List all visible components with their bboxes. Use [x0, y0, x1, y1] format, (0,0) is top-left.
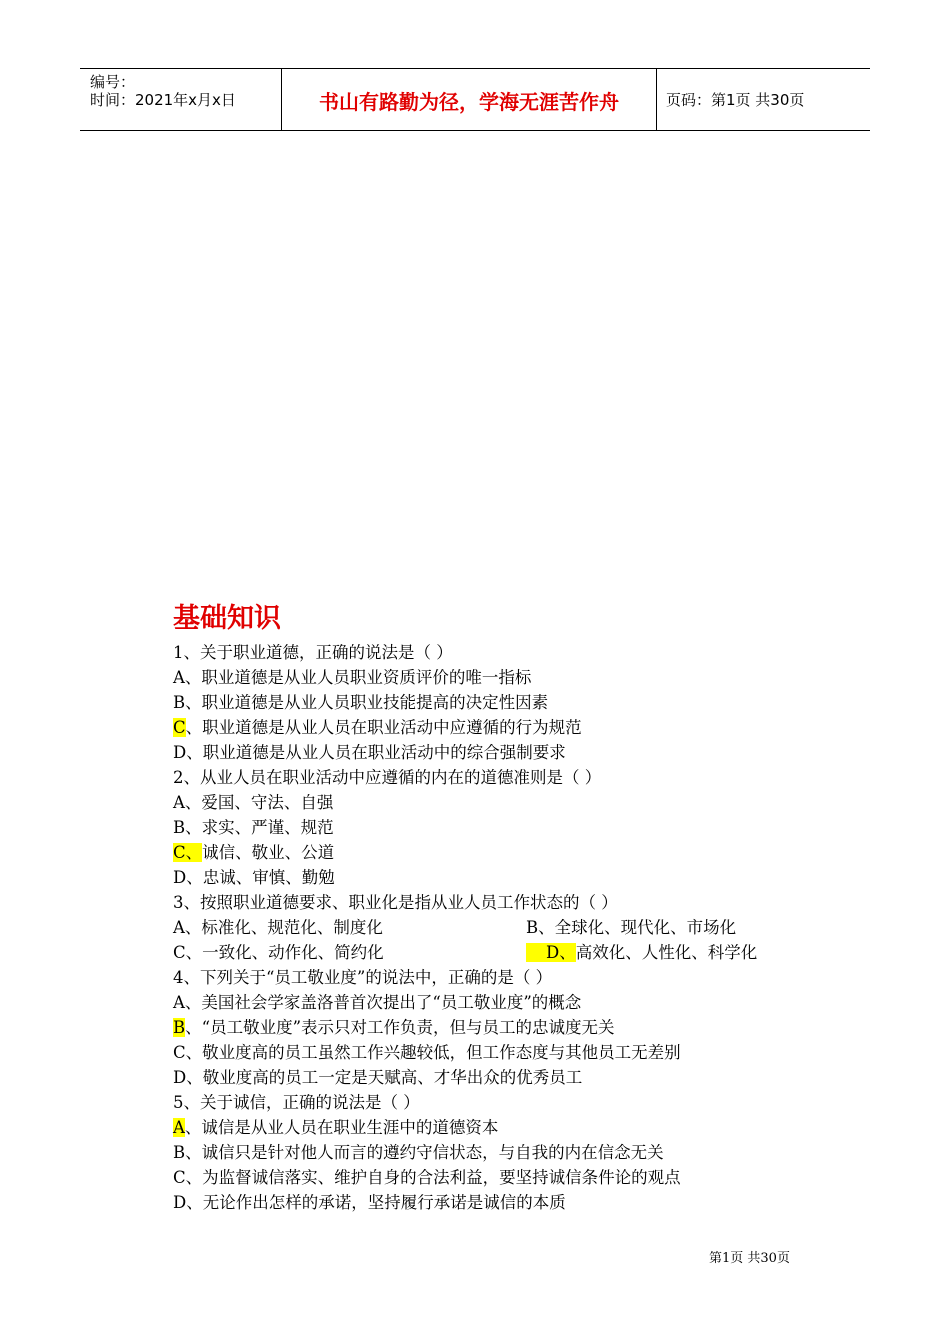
option-letter: D [173, 868, 187, 887]
option-line [173, 1140, 664, 1165]
option-line [173, 715, 582, 740]
option-text: 、职业道德是从业人员在职业活动中的综合强制要求 [186, 743, 566, 762]
motto: 书山有路勤为径，学海无涯苦作舟 [319, 90, 619, 114]
option-line [173, 1040, 681, 1065]
option-line [173, 1165, 681, 1190]
question-stem: 5、关于诚信，正确的说法是（ ） [173, 1093, 420, 1112]
option-letter: C [173, 1168, 186, 1187]
option-text: 、全球化、现代化、市场化 [538, 918, 737, 937]
option-line [173, 790, 333, 815]
option-letter: D [173, 1193, 187, 1212]
answer-highlight: C、 [173, 843, 203, 862]
option-text: 、敬业度高的员工一定是天赋高、才华出众的优秀员工 [186, 1068, 583, 1087]
option-letter: D [173, 1068, 187, 1087]
option-text: 、一致化、动作化、简约化 [185, 943, 384, 962]
option-text: 、为监督诚信落实、维护自身的合法利益，要坚持诚信条件论的观点 [185, 1168, 681, 1187]
option-line [173, 690, 548, 715]
answer-highlight: A [173, 1118, 185, 1137]
option-letter: A [173, 918, 185, 937]
option-text: 诚信、敬业、公道 [202, 843, 335, 862]
option-text: 高效化、人性化、科学化 [575, 943, 758, 962]
option-letter: A [173, 793, 185, 812]
option-text: 、求实、严谨、规范 [185, 818, 334, 837]
section-title: 基础知识 [173, 603, 281, 634]
option-row [173, 915, 813, 940]
page-code: 页码：第1页 共30页 [666, 91, 805, 109]
option-line [173, 990, 581, 1015]
number-label: 编号： [90, 73, 136, 91]
question-stem: 1、关于职业道德，正确的说法是（ ） [173, 643, 453, 662]
option-letter: C [173, 1043, 186, 1062]
option-text: 、美国社会学家盖洛普首次提出了“员工敬业度”的概念 [184, 993, 582, 1012]
option-text: 、诚信是从业人员在职业生涯中的道德资本 [184, 1118, 499, 1137]
option-text: 、无论作出怎样的承诺，坚持履行承诺是诚信的本质 [186, 1193, 566, 1212]
time-label: 时间：2021年x月x日 [90, 91, 236, 109]
answer-highlight: B [173, 1018, 186, 1037]
option-letter: B [526, 918, 539, 937]
answer-highlight: C [173, 718, 186, 737]
option-letter: B [173, 1143, 186, 1162]
document-header [80, 68, 870, 131]
option-text: 、职业道德是从业人员在职业活动中应遵循的行为规范 [185, 718, 582, 737]
header-page-cell [656, 69, 870, 130]
option-text: 、职业道德是从业人员职业技能提高的决定性因素 [185, 693, 549, 712]
header-motto-cell [281, 69, 657, 130]
option-line [173, 1190, 566, 1215]
option-letter: A [173, 668, 185, 687]
answer-highlight: D、 [526, 943, 576, 962]
option-letter: B [173, 818, 186, 837]
option-line [173, 840, 334, 865]
option-letter: A [173, 993, 185, 1012]
header-meta-cell [80, 69, 280, 130]
option-text: 、职业道德是从业人员职业资质评价的唯一指标 [184, 668, 532, 687]
option-line [173, 1115, 498, 1140]
option-text: 、敬业度高的员工虽然工作兴趣较低，但工作态度与其他员工无差别 [185, 1043, 681, 1062]
option-row [173, 940, 813, 965]
option-text: 、爱国、守法、自强 [184, 793, 334, 812]
option-line [173, 740, 566, 765]
option-right-column [526, 915, 736, 940]
option-letter: D [173, 743, 187, 762]
option-line [173, 865, 335, 890]
option-line [173, 815, 334, 840]
option-text: 、忠诚、审慎、勤勉 [186, 868, 335, 887]
question-stem: 3、按照职业道德要求、职业化是指从业人员工作状态的（ ） [173, 893, 618, 912]
option-text: 、标准化、规范化、制度化 [184, 918, 383, 937]
option-line [173, 665, 531, 690]
option-line [173, 1015, 615, 1040]
question-stem: 4、下列关于“员工敬业度”的说法中，正确的是（ ） [173, 968, 553, 987]
option-letter: B [173, 693, 186, 712]
option-text: 、诚信只是针对他人而言的遵约守信状态，与自我的内在信念无关 [185, 1143, 664, 1162]
option-line [173, 1065, 582, 1090]
option-letter: C [173, 943, 186, 962]
option-text: 、“员工敬业度”表示只对工作负责，但与员工的忠诚度无关 [185, 1018, 615, 1037]
option-right-column [526, 940, 757, 965]
question-stem: 2、从业人员在职业活动中应遵循的内在的道德准则是（ ） [173, 768, 602, 787]
page-footer: 第1页 共30页 [709, 1251, 790, 1266]
